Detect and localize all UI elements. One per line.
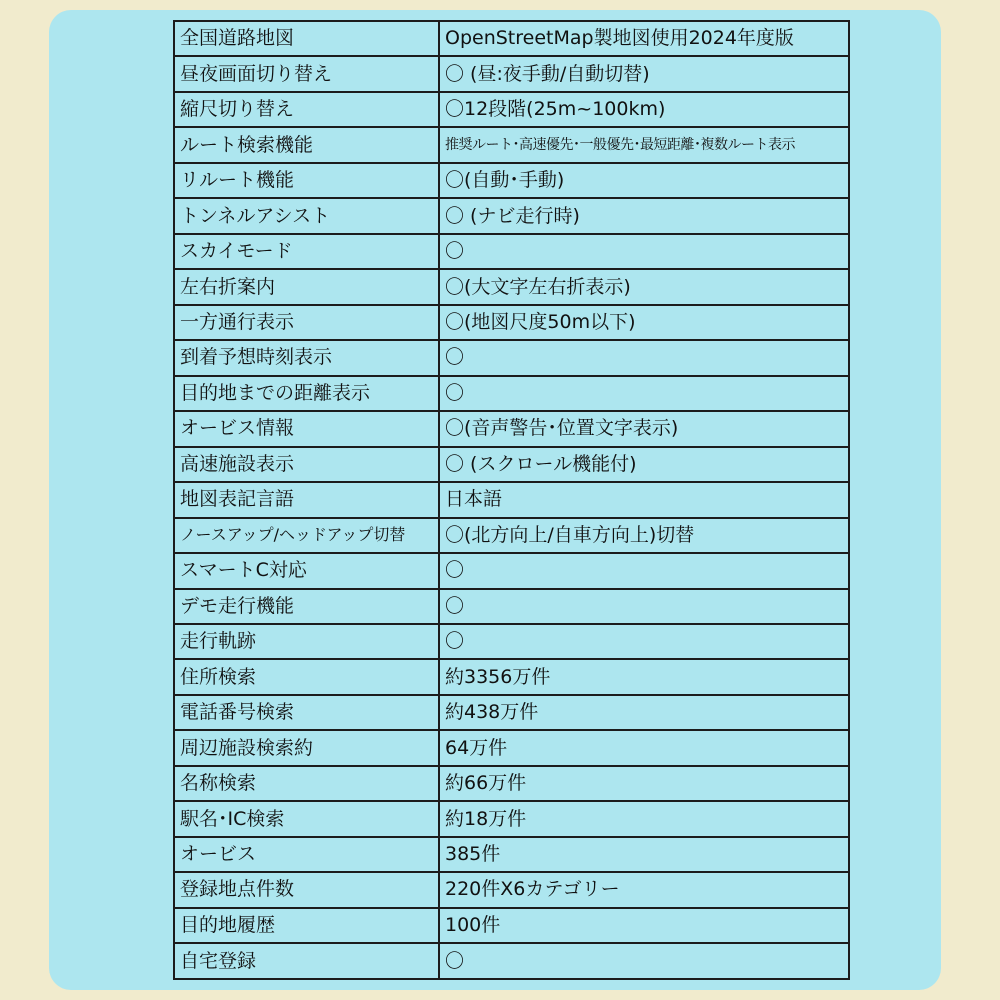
spec-label-cell: 高速施設表示 [174,447,439,482]
table-row [174,837,849,872]
table-row [174,766,849,801]
spec-label-cell: 登録地点件数 [174,872,439,907]
spec-value-cell: 220件X6カテゴリー [439,872,849,907]
spec-value-cell: 約438万件 [439,695,849,730]
spec-value-cell: 〇 [439,376,849,411]
table-row [174,376,849,411]
table-row [174,269,849,304]
spec-value-cell: 〇 (ナビ走行時) [439,198,849,233]
spec-label-cell: 全国道路地図 [174,21,439,56]
table-row [174,730,849,765]
table-row [174,553,849,588]
spec-label-cell: 名称検索 [174,766,439,801]
spec-label-cell: 左右折案内 [174,269,439,304]
spec-value-cell: 〇(自動･手動) [439,163,849,198]
spec-label-cell: 縮尺切り替え [174,92,439,127]
spec-label-cell: 目的地までの距離表示 [174,376,439,411]
table-row [174,340,849,375]
spec-label-cell: 昼夜画面切り替え [174,56,439,91]
spec-value-cell: 〇 [439,553,849,588]
table-row [174,127,849,162]
table-row [174,695,849,730]
spec-label-cell: ルート検索機能 [174,127,439,162]
spec-value-cell: 〇(音声警告･位置文字表示) [439,411,849,446]
spec-label-cell: オービス情報 [174,411,439,446]
spec-value-cell: 385件 [439,837,849,872]
table-row [174,624,849,659]
spec-value-cell: 〇 (スクロール機能付) [439,447,849,482]
spec-value-cell: 〇(地図尺度50m以下) [439,305,849,340]
table-row [174,943,849,979]
table-row [174,234,849,269]
spec-label-cell: 走行軌跡 [174,624,439,659]
spec-label-cell: 駅名･IC検索 [174,801,439,836]
spec-label-cell: ノースアップ/ヘッドアップ切替 [174,518,439,553]
table-row [174,659,849,694]
table-row [174,447,849,482]
spec-value-cell: 約18万件 [439,801,849,836]
table-row [174,198,849,233]
spec-table-body [174,21,849,979]
table-row [174,56,849,91]
spec-value-cell: 〇 [439,234,849,269]
spec-value-cell: 〇12段階(25m~100km) [439,92,849,127]
table-row [174,801,849,836]
spec-value-cell: 日本語 [439,482,849,517]
table-row [174,482,849,517]
spec-label-cell: 電話番号検索 [174,695,439,730]
spec-value-cell: 〇(北方向上/自車方向上)切替 [439,518,849,553]
spec-value-cell: 100件 [439,908,849,943]
spec-value-cell: 〇 [439,943,849,979]
spec-value-cell: OpenStreetMap製地図使用2024年度版 [439,21,849,56]
spec-value-cell: 〇 [439,624,849,659]
spec-label-cell: 地図表記言語 [174,482,439,517]
spec-label-cell: 自宅登録 [174,943,439,979]
table-row [174,518,849,553]
spec-label-cell: スマートC対応 [174,553,439,588]
table-row [174,92,849,127]
spec-label-cell: 目的地履歴 [174,908,439,943]
spec-value-cell: 〇 [439,340,849,375]
spec-value-cell: 〇(大文字左右折表示) [439,269,849,304]
table-row [174,411,849,446]
table-row [174,589,849,624]
spec-label-cell: 一方通行表示 [174,305,439,340]
table-row [174,305,849,340]
spec-label-cell: 周辺施設検索約 [174,730,439,765]
spec-label-cell: 住所検索 [174,659,439,694]
spec-label-cell: デモ走行機能 [174,589,439,624]
table-row [174,872,849,907]
spec-label-cell: スカイモード [174,234,439,269]
spec-label-cell: 到着予想時刻表示 [174,340,439,375]
spec-value-cell: 64万件 [439,730,849,765]
spec-value-cell: 推奨ルート･高速優先･一般優先･最短距離･複数ルート表示 [439,127,849,162]
spec-value-cell: 〇 (昼:夜手動/自動切替) [439,56,849,91]
spec-value-cell: 約3356万件 [439,659,849,694]
table-row [174,163,849,198]
spec-table [173,20,850,980]
table-row [174,908,849,943]
spec-label-cell: トンネルアシスト [174,198,439,233]
spec-label-cell: オービス [174,837,439,872]
spec-value-cell: 約66万件 [439,766,849,801]
spec-value-cell: 〇 [439,589,849,624]
spec-label-cell: リルート機能 [174,163,439,198]
table-row [174,21,849,56]
